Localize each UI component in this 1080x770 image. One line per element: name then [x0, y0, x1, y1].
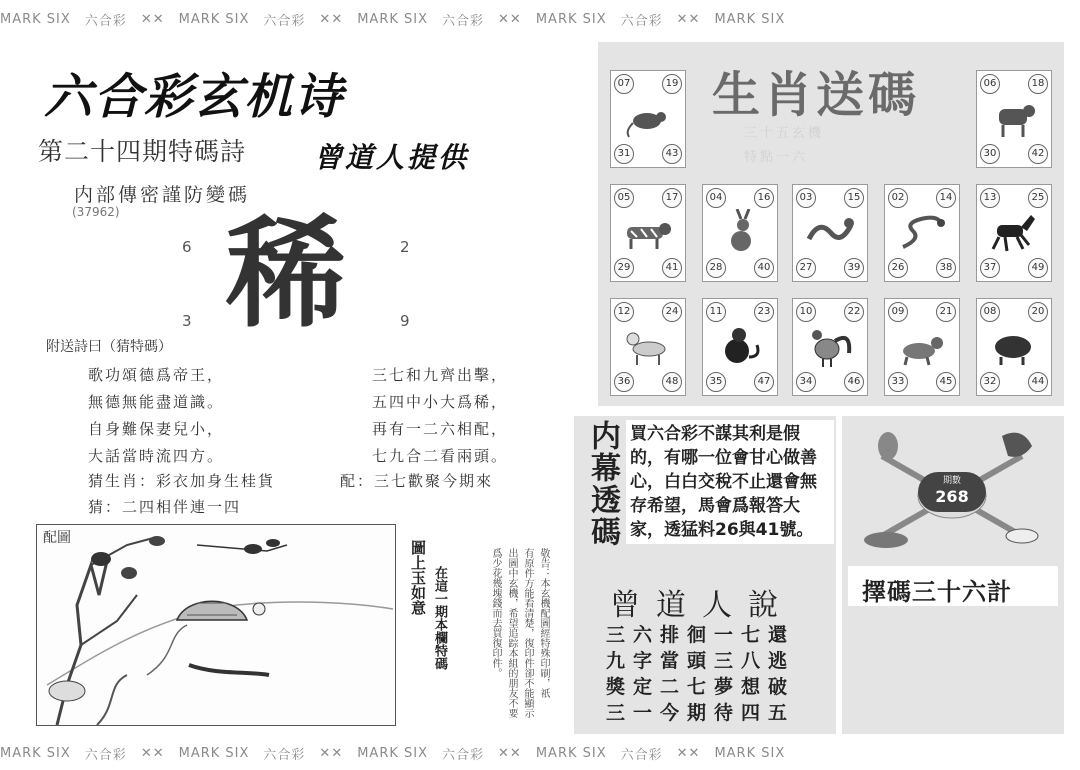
banner-unit: ✕✕	[498, 745, 522, 761]
zodiac-card-ox	[976, 70, 1052, 168]
saying-line: 獎定二七夢想破	[606, 676, 796, 698]
card-number: 37	[980, 258, 1000, 278]
banner-unit: 六合彩	[620, 13, 663, 29]
goat-icon	[623, 323, 673, 369]
notice-col: 出圖中玄機，希望追踪本組的朋友不要	[506, 548, 517, 718]
card-number: 36	[614, 372, 634, 392]
snake-icon	[897, 209, 947, 255]
card-number: 27	[796, 258, 816, 278]
banner-unit: 六合彩	[442, 13, 485, 29]
banner-unit: ✕✕	[498, 11, 522, 27]
banner-unit: MARK SIX	[0, 11, 71, 27]
card-number: 45	[936, 372, 956, 392]
card-number: 02	[888, 188, 908, 208]
zodiac-card-rabbit	[702, 184, 778, 282]
card-number: 16	[754, 188, 774, 208]
card-number: 11	[706, 302, 726, 322]
horse-icon	[989, 209, 1039, 255]
illustration-box	[36, 524, 396, 726]
saying-title: 曾道人說	[610, 588, 794, 623]
poem-line: 大話當時流四方。	[88, 447, 225, 465]
card-number: 15	[844, 188, 864, 208]
notice-col: 爲少花幾塊錢而去買復印件。	[490, 548, 501, 678]
card-number: 30	[980, 144, 1000, 164]
banner-unit: 六合彩	[263, 13, 306, 29]
main-num-br: 9	[400, 312, 410, 330]
card-number: 07	[614, 74, 634, 94]
card-number: 40	[754, 258, 774, 278]
zodiac-card-monkey	[702, 298, 778, 396]
saying-lines	[606, 622, 795, 726]
card-number: 35	[706, 372, 726, 392]
banner-unit: MARK SIX	[535, 745, 607, 761]
card-number: 19	[662, 74, 682, 94]
card-number: 32	[980, 372, 1000, 392]
main-num-tl: 6	[182, 238, 192, 256]
card-number: 08	[980, 302, 1000, 322]
pic-caption-col2: 在這一期本欄特碼	[432, 566, 447, 670]
card-number: 12	[614, 302, 634, 322]
banner-unit: MARK SIX	[178, 11, 250, 27]
banner-unit: 六合彩	[442, 747, 485, 763]
pig-icon	[989, 323, 1039, 369]
card-number: 41	[662, 258, 682, 278]
poem-line: 再有一二六相配，	[372, 420, 509, 438]
card-number: 42	[1028, 144, 1048, 164]
issue-label: 第二十四期特碼詩	[38, 137, 247, 166]
issue-badge	[918, 472, 986, 512]
saying-line: 三六排徊一七還	[606, 624, 796, 646]
bottom-banner	[0, 740, 1080, 766]
banner-unit: MARK SIX	[535, 11, 607, 27]
top-banner	[0, 6, 1080, 32]
card-number: 25	[1028, 188, 1048, 208]
banner-unit: MARK SIX	[357, 745, 429, 761]
banner-unit: ✕✕	[140, 11, 165, 27]
subtitle: 内部傳密謹防變碼	[74, 184, 251, 206]
card-number: 34	[796, 372, 816, 392]
tree-turtle-illustration	[37, 525, 395, 725]
card-number: 24	[662, 302, 682, 322]
zodiac-card-dragon	[792, 184, 868, 282]
strategy-label: 擇碼三十六計	[862, 578, 1012, 606]
saying-line: 九字當頭三八逃	[606, 650, 796, 672]
card-number: 06	[980, 74, 1000, 94]
card-number: 03	[796, 188, 816, 208]
poem-line: 無德無能盡道識。	[88, 393, 225, 411]
banner-unit: MARK SIX	[714, 745, 786, 761]
banner-unit: ✕✕	[319, 11, 344, 27]
inside-text: 買六合彩不謀其利是假的，有哪一位會甘心做善心，白白交稅不止還會無存希望，馬會爲報答大家，透猛料26與41號。	[626, 420, 834, 544]
banner-unit: MARK SIX	[0, 745, 71, 761]
dog-icon	[897, 323, 947, 369]
zodiac-card-goat	[610, 298, 686, 396]
inside-label: 内幕透碼	[585, 420, 620, 548]
notice-col: 有原件方能看清楚，復印件卻不能顯示	[522, 548, 533, 718]
banner-unit: MARK SIX	[357, 11, 429, 27]
pic-caption-col1: 圖上玉如意	[409, 540, 427, 615]
zodiac-card-snake	[884, 184, 960, 282]
zodiac-card-rooster	[792, 298, 868, 396]
zodiac-card-pig	[976, 298, 1052, 396]
card-number: 05	[614, 188, 634, 208]
main-character: 稀	[226, 205, 346, 344]
rabbit-icon	[715, 209, 765, 255]
card-number: 04	[706, 188, 726, 208]
banner-unit: 六合彩	[84, 747, 127, 763]
card-number: 10	[796, 302, 816, 322]
saying-line: 三一今期待四五	[606, 702, 796, 724]
notice-col: 敬告：本玄機配圖經特殊印刷，祇	[538, 548, 549, 698]
card-number: 48	[662, 372, 682, 392]
poem-pair: 配：三七歡聚今期來	[340, 472, 494, 490]
card-number: 31	[614, 144, 634, 164]
illustration-label: 配圖	[43, 530, 71, 546]
card-number: 23	[754, 302, 774, 322]
tiger-icon	[623, 209, 673, 255]
card-number: 17	[662, 188, 682, 208]
poem-guess: 猜：二四相伴連一四	[88, 498, 242, 516]
card-number: 26	[888, 258, 908, 278]
banner-unit: ✕✕	[319, 745, 344, 761]
zodiac-card-dog	[884, 298, 960, 396]
badge-top: 期數	[942, 476, 961, 486]
banner-unit: ✕✕	[676, 745, 701, 761]
card-number: 33	[888, 372, 908, 392]
card-number: 20	[1028, 302, 1048, 322]
main-num-tr: 2	[400, 238, 410, 256]
banner-unit: 六合彩	[263, 747, 306, 763]
provider-label: 曾道人提供	[314, 141, 470, 174]
card-number: 13	[980, 188, 1000, 208]
banner-unit: MARK SIX	[178, 745, 250, 761]
poem-line: 七九合二看兩頭。	[372, 447, 509, 465]
code-label: (37962)	[72, 205, 120, 219]
rat-icon	[623, 95, 673, 141]
zodiac-title: 生肖送碼	[712, 67, 921, 123]
zodiac-card-rat	[610, 70, 686, 168]
card-number: 46	[844, 372, 864, 392]
zodiac-card-tiger	[610, 184, 686, 282]
poem-left	[88, 362, 224, 470]
ghost-text: 三十五玄機	[744, 126, 825, 141]
monkey-icon	[715, 323, 765, 369]
card-number: 49	[1028, 258, 1048, 278]
card-number: 43	[662, 144, 682, 164]
poem-line: 歌功頌德爲帝王，	[88, 366, 225, 384]
card-number: 28	[706, 258, 726, 278]
card-number: 44	[1028, 372, 1048, 392]
poem-line: 五四中小大爲稀，	[372, 393, 509, 411]
rooster-icon	[805, 323, 855, 369]
poem-intro: 附送詩曰（猜特碼）	[46, 339, 172, 355]
page-title: 六合彩玄机诗	[44, 69, 345, 125]
banner-unit: ✕✕	[676, 11, 701, 27]
banner-unit: 六合彩	[84, 13, 127, 29]
zodiac-card-horse	[976, 184, 1052, 282]
poem-guess-zodiac: 猜生肖：彩衣加身生桂貨	[88, 472, 276, 490]
dragon-icon	[805, 209, 855, 255]
card-number: 38	[936, 258, 956, 278]
card-number: 39	[844, 258, 864, 278]
banner-unit: ✕✕	[140, 745, 165, 761]
card-number: 29	[614, 258, 634, 278]
badge-number: 268	[935, 487, 969, 506]
main-num-bl: 3	[182, 312, 192, 330]
poem-line: 三七和九齊出擊，	[372, 366, 509, 384]
card-number: 47	[754, 372, 774, 392]
card-number: 21	[936, 302, 956, 322]
poem-right	[372, 362, 508, 470]
ghost-text: 特點一六	[744, 150, 809, 165]
banner-unit: MARK SIX	[714, 11, 786, 27]
poem-line: 自身難保妻兒小，	[88, 420, 225, 438]
banner-unit: 六合彩	[620, 747, 663, 763]
card-number: 22	[844, 302, 864, 322]
ox-icon	[989, 95, 1039, 141]
card-number: 18	[1028, 74, 1048, 94]
card-number: 09	[888, 302, 908, 322]
card-number: 14	[936, 188, 956, 208]
